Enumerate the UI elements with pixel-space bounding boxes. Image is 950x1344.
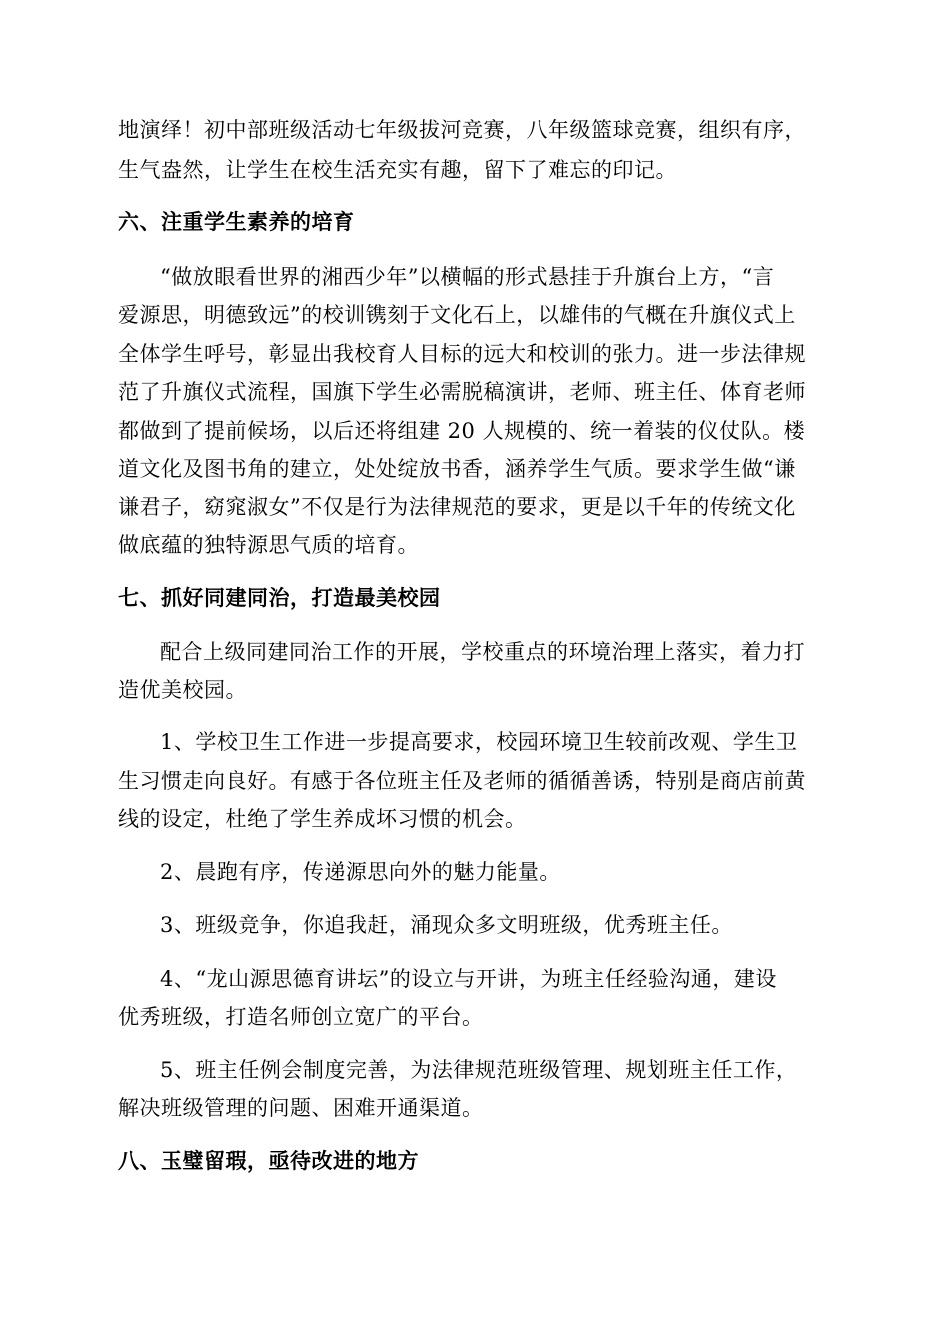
paragraph-line: 地演绎！初中部班级活动七年级拔河竞赛，八年级篮球竞赛，组织有序， xyxy=(118,118,806,142)
list-item-1: 1、学校卫生工作进一步提高要求，校园环境卫生较前改观、学生卫 xyxy=(160,730,798,754)
paragraph-line: 全体学生呼号，彰显出我校育人目标的远大和校训的张力。进一步法律规 xyxy=(118,342,806,366)
paragraph-line: 谦君子，窈窕淑女”不仅是行为法律规范的要求，更是以千年的传统文化 xyxy=(118,495,796,519)
list-item-2: 2、晨跑有序，传递源思向外的魅力能量。 xyxy=(160,860,561,884)
paragraph-line: 优秀班级，打造名师创立宽广的平台。 xyxy=(118,1005,484,1029)
section-heading-8: 八、玉璧留瑕，亟待改进的地方 xyxy=(118,1148,419,1173)
paragraph-line: 范了升旗仪式流程，国旗下学生必需脱稿演讲，老师、班主任、体育老师 xyxy=(118,380,806,404)
paragraph-line: 生习惯走向良好。有感于各位班主任及老师的循循善诱，特别是商店前黄 xyxy=(118,769,806,793)
section-heading-7: 七、抓好同建同治，打造最美校园 xyxy=(118,585,441,610)
list-item-4: 4、“龙山源思德育讲坛”的设立与开讲，为班主任经验沟通，建设 xyxy=(160,967,777,991)
paragraph-line: 配合上级同建同治工作的开展，学校重点的环境治理上落实，着力打 xyxy=(160,640,805,664)
list-item-5: 5、班主任例会制度完善，为法律规范班级管理、规划班主任工作， xyxy=(160,1058,798,1082)
paragraph-line: 生气盎然，让学生在校生活充实有趣，留下了难忘的印记。 xyxy=(118,158,677,182)
paragraph-line: 爱源思，明德致远”的校训镌刻于文化石上，以雄伟的气概在升旗仪式上 xyxy=(118,303,796,327)
section-heading-6: 六、注重学生素养的培育 xyxy=(118,209,355,234)
list-item-3: 3、班级竞争，你追我赶，涌现众多文明班级，优秀班主任。 xyxy=(160,913,733,937)
paragraph-line: 线的设定，杜绝了学生养成坏习惯的机会。 xyxy=(118,807,527,831)
paragraph-line: “做放眼看世界的湘西少年”以横幅的形式悬挂于升旗台上方，“言 xyxy=(160,265,775,289)
paragraph-line: 做底蕴的独特源思气质的培育。 xyxy=(118,533,419,557)
paragraph-line: 造优美校园。 xyxy=(118,678,247,702)
paragraph-line: 解决班级管理的问题、困难开通渠道。 xyxy=(118,1096,484,1120)
paragraph-line: 都做到了提前候场，以后还将组建 20 人规模的、统一着装的仪仗队。楼 xyxy=(118,419,806,443)
paragraph-line: 道文化及图书角的建立，处处绽放书香，涵养学生气质。要求学生做“谦 xyxy=(118,457,796,481)
